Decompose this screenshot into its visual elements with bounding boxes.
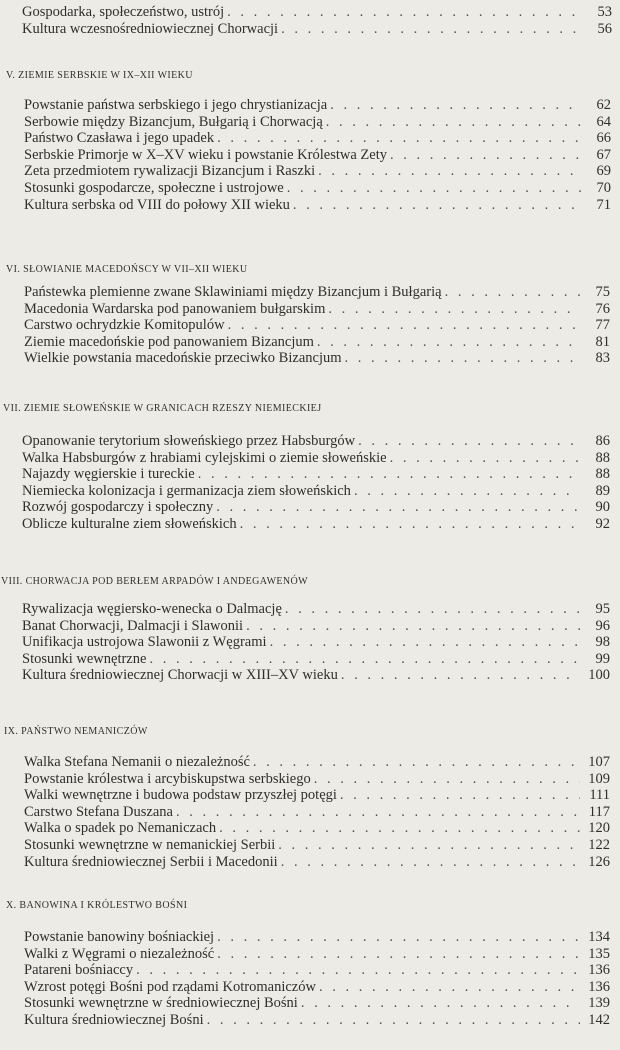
toc-entry[interactable] <box>24 1012 610 1029</box>
toc-entry[interactable] <box>22 466 610 483</box>
toc-entry[interactable] <box>22 667 610 684</box>
dot-leader <box>198 466 580 483</box>
toc-entry-title: Macedonia Wardarska pod panowaniem bułgarskim <box>24 300 326 317</box>
chapter-heading: V. ZIEMIE SERBSKIE W IX–XII WIEKU <box>6 70 193 81</box>
dot-leader <box>445 284 580 301</box>
toc-page-number: 69 <box>596 163 611 180</box>
dot-leader <box>227 4 582 21</box>
toc-entry-title: Patareni bośniaccy <box>24 962 134 979</box>
dot-leader <box>345 350 581 367</box>
toc-page-number: 62 <box>596 97 611 113</box>
toc-entry[interactable] <box>22 483 610 500</box>
toc-page-number: 70 <box>596 180 611 196</box>
toc-entry[interactable] <box>24 995 610 1012</box>
toc-entry-title: Stosunki gospodarcze, społeczne i ustrojowe <box>24 180 284 196</box>
dot-leader <box>358 433 580 450</box>
toc-entry-title: Zeta przedmiotem rywalizacji Bizancjum i Raszki <box>24 163 316 180</box>
toc-page-number: 139 <box>588 995 610 1012</box>
toc-page-number: 66 <box>596 130 611 147</box>
toc-entry-title: Opanowanie terytorium słoweńskiego przez Habsburgów <box>22 433 356 449</box>
toc-entry[interactable] <box>24 163 611 180</box>
dot-leader <box>318 163 581 180</box>
toc-entry[interactable] <box>24 147 611 164</box>
toc-entry-title: Kultura średniowiecznej Chorwacji w XIII–XV wieku <box>22 667 338 684</box>
toc-entry-title: Carstwo ochrydzkie Komitopulów <box>24 317 225 334</box>
toc-entry[interactable] <box>24 97 611 114</box>
toc-entry[interactable] <box>24 837 610 854</box>
toc-page-number: 76 <box>595 300 610 317</box>
dot-leader <box>330 97 581 114</box>
chapter-heading: IX. PAŃSTWO NEMANICZÓW <box>4 726 148 737</box>
dot-leader <box>301 995 580 1012</box>
toc-page-number: 86 <box>595 433 610 449</box>
dot-leader <box>317 334 580 351</box>
chapter-heading: X. BANOWINA I KRÓLESTWO BOŚNI <box>6 900 188 911</box>
toc-page-number: 122 <box>588 837 610 853</box>
toc-entry-title: Serbskie Primorje w X–XV wieku i powstanie Królestwa Zety <box>24 146 387 163</box>
dot-leader <box>287 180 581 197</box>
toc-entry[interactable] <box>22 4 612 21</box>
dot-leader <box>136 962 580 979</box>
dot-leader <box>281 21 582 38</box>
toc-entry-title: Walka o spadek po Nemaniczach <box>24 820 217 837</box>
dot-leader <box>354 483 580 500</box>
toc-entry-title: Walka Habsburgów z hrabiami cylejskimi o ziemie słoweńskie <box>22 449 387 466</box>
toc-entry-title: Banat Chorwacji, Dalmacji i Slawonii <box>22 617 244 634</box>
toc-entry-title: Gospodarka, społeczeństwo, ustrój <box>22 4 225 20</box>
toc-entry-title: Powstanie państwa serbskiego i jego chrystianizacja <box>24 97 328 113</box>
toc-entry[interactable] <box>22 21 612 38</box>
toc-entry-title: Powstanie królestwa i arcybiskupstwa serbskiego <box>24 770 311 787</box>
toc-entry-title: Stosunki wewnętrzne w średniowiecznej Bośni <box>24 995 298 1012</box>
toc-entry[interactable] <box>22 516 610 533</box>
toc-page-number: 126 <box>588 853 610 870</box>
dot-leader <box>390 147 581 164</box>
toc-page-number: 88 <box>595 449 610 466</box>
toc-entry-title: Oblicze kulturalne ziem słoweńskich <box>22 516 237 532</box>
toc-page-number: 135 <box>588 945 610 962</box>
chapter-heading: VI. SŁOWIANIE MACEDOŃSCY W VII–XII WIEKU <box>6 264 248 275</box>
dot-leader <box>293 197 581 214</box>
toc-entry-title: Państewka plemienne zwane Sklawiniami między Bizancjum i Bułgarią <box>24 284 442 300</box>
toc-page-number: 120 <box>588 820 610 837</box>
dot-leader <box>216 499 580 516</box>
toc-page-number: 100 <box>588 667 610 684</box>
dot-leader <box>326 114 581 131</box>
toc-entry-title: Rozwój gospodarczy i społeczny <box>22 499 214 516</box>
toc-page-number: 99 <box>595 650 610 667</box>
dot-leader <box>176 804 580 821</box>
toc-page-number: 107 <box>588 754 610 770</box>
dot-leader <box>281 854 580 871</box>
toc-entry[interactable] <box>24 284 610 301</box>
toc-entry-title: Państwo Czasława i jego upadek <box>24 130 215 147</box>
toc-page-number: 75 <box>595 284 610 300</box>
toc-entry[interactable] <box>22 618 610 635</box>
toc-entry[interactable] <box>24 180 611 197</box>
toc-entry[interactable] <box>22 634 610 651</box>
toc-entry[interactable] <box>22 499 610 516</box>
toc-entry-title: Kultura średniowiecznej Serbii i Macedonii <box>24 853 278 870</box>
toc-entry[interactable] <box>24 317 610 334</box>
toc-entry-title: Wzrost potęgi Bośni pod rządami Kotromaniczów <box>24 978 316 995</box>
chapter-heading: VIII. CHORWACJA POD BERŁEM ARPADÓW I ANDEGAWENÓW <box>1 576 309 587</box>
toc-entry-title: Unifikacja ustrojowa Slawonii z Węgrami <box>22 634 267 651</box>
toc-entry[interactable] <box>24 130 611 147</box>
dot-leader <box>253 754 580 771</box>
toc-entry[interactable] <box>24 979 610 996</box>
toc-entry-title: Kultura średniowiecznej Bośni <box>24 1012 204 1028</box>
toc-entry[interactable] <box>24 350 610 367</box>
chapter-heading: VII. ZIEMIE SŁOWEŃSKIE W GRANICACH RZESZY NIEMIECKIEJ <box>3 403 322 414</box>
toc-page-number: 67 <box>596 146 611 163</box>
toc-entry-title: Walki wewnętrzne i budowa podstaw przyszłej potęgi <box>24 787 337 804</box>
toc-entry-title: Rywalizacja węgiersko-wenecka o Dalmację <box>22 601 282 617</box>
toc-entry-title: Wielkie powstania macedońskie przeciwko Bizancjum <box>24 350 342 367</box>
toc-entry-title: Ziemie macedońskie pod panowaniem Bizancjum <box>24 333 314 350</box>
dot-leader <box>149 651 580 668</box>
toc-page-number: 64 <box>596 113 611 130</box>
dot-leader <box>217 130 581 147</box>
toc-page-number: 88 <box>595 466 610 483</box>
toc-entry-title: Kultura wczesnośredniowiecznej Chorwacji <box>22 20 279 37</box>
dot-leader <box>207 1012 580 1029</box>
toc-entry[interactable] <box>24 854 610 871</box>
toc-page-number: 134 <box>588 929 610 945</box>
toc-entry[interactable] <box>24 771 610 788</box>
toc-entry[interactable] <box>24 804 610 821</box>
toc-entry-title: Niemiecka kolonizacja i germanizacja ziem słoweńskich <box>22 482 351 499</box>
toc-entry[interactable] <box>24 929 610 946</box>
toc-page-number: 90 <box>595 499 610 516</box>
toc-entry[interactable] <box>22 651 610 668</box>
toc-entry-title: Carstwo Stefana Duszana <box>24 803 173 820</box>
dot-leader <box>341 667 580 684</box>
toc-page-number: 77 <box>595 317 610 334</box>
dot-leader <box>246 618 580 635</box>
toc-page-number: 56 <box>597 20 612 37</box>
dot-leader <box>328 301 580 318</box>
dot-leader <box>285 601 580 618</box>
toc-page-number: 98 <box>595 634 610 651</box>
toc-entry[interactable] <box>24 754 610 771</box>
toc-entry-title: Powstanie banowiny bośniackiej <box>24 929 215 945</box>
toc-page-number: 136 <box>588 978 610 995</box>
toc-page-number: 71 <box>596 196 611 213</box>
dot-leader <box>217 946 580 963</box>
toc-page-number: 142 <box>588 1012 610 1028</box>
dot-leader <box>390 450 580 467</box>
toc-page-number: 111 <box>589 787 610 804</box>
toc-entry[interactable] <box>24 787 610 804</box>
toc-entry[interactable] <box>22 450 610 467</box>
toc-entry[interactable] <box>24 334 610 351</box>
toc-page-number: 95 <box>595 601 610 617</box>
toc-entry[interactable] <box>24 962 610 979</box>
toc-page-number: 81 <box>595 333 610 350</box>
toc-entry-title: Stosunki wewnętrzne w nemanickiej Serbii <box>24 837 276 853</box>
dot-leader <box>270 634 580 651</box>
toc-page-number: 96 <box>595 617 610 634</box>
dot-leader <box>278 837 580 854</box>
toc-entry[interactable] <box>24 301 610 318</box>
dot-leader <box>228 317 580 334</box>
toc-entry-title: Najazdy węgierskie i tureckie <box>22 466 195 483</box>
dot-leader <box>319 979 580 996</box>
toc-entry-title: Kultura serbska od VIII do połowy XII wieku <box>24 196 290 213</box>
toc-page-number: 109 <box>588 770 610 787</box>
dot-leader <box>240 516 580 533</box>
dot-leader <box>217 929 580 946</box>
toc-entry-title: Walki z Węgrami o niezależność <box>24 945 215 962</box>
toc-page-number: 136 <box>588 962 610 979</box>
dot-leader <box>340 787 580 804</box>
toc-page-number: 89 <box>595 482 610 499</box>
toc-entry-title: Serbowie między Bizancjum, Bułgarią i Chorwacją <box>24 113 323 130</box>
dot-leader <box>219 820 580 837</box>
toc-entry[interactable] <box>24 197 611 214</box>
toc-entry[interactable] <box>24 820 610 837</box>
dot-leader <box>314 771 580 788</box>
toc-entry-title: Stosunki wewnętrzne <box>22 650 147 667</box>
toc-page-number: 117 <box>588 803 610 820</box>
toc-page-number: 92 <box>595 516 610 532</box>
toc-page-number: 83 <box>595 350 610 367</box>
toc-entry[interactable] <box>22 433 610 450</box>
toc-entry[interactable] <box>24 946 610 963</box>
toc-entry-title: Walka Stefana Nemanii o niezależność <box>24 754 250 770</box>
toc-page-number: 53 <box>597 4 612 20</box>
toc-entry[interactable] <box>22 601 610 618</box>
toc-entry[interactable] <box>24 114 611 131</box>
